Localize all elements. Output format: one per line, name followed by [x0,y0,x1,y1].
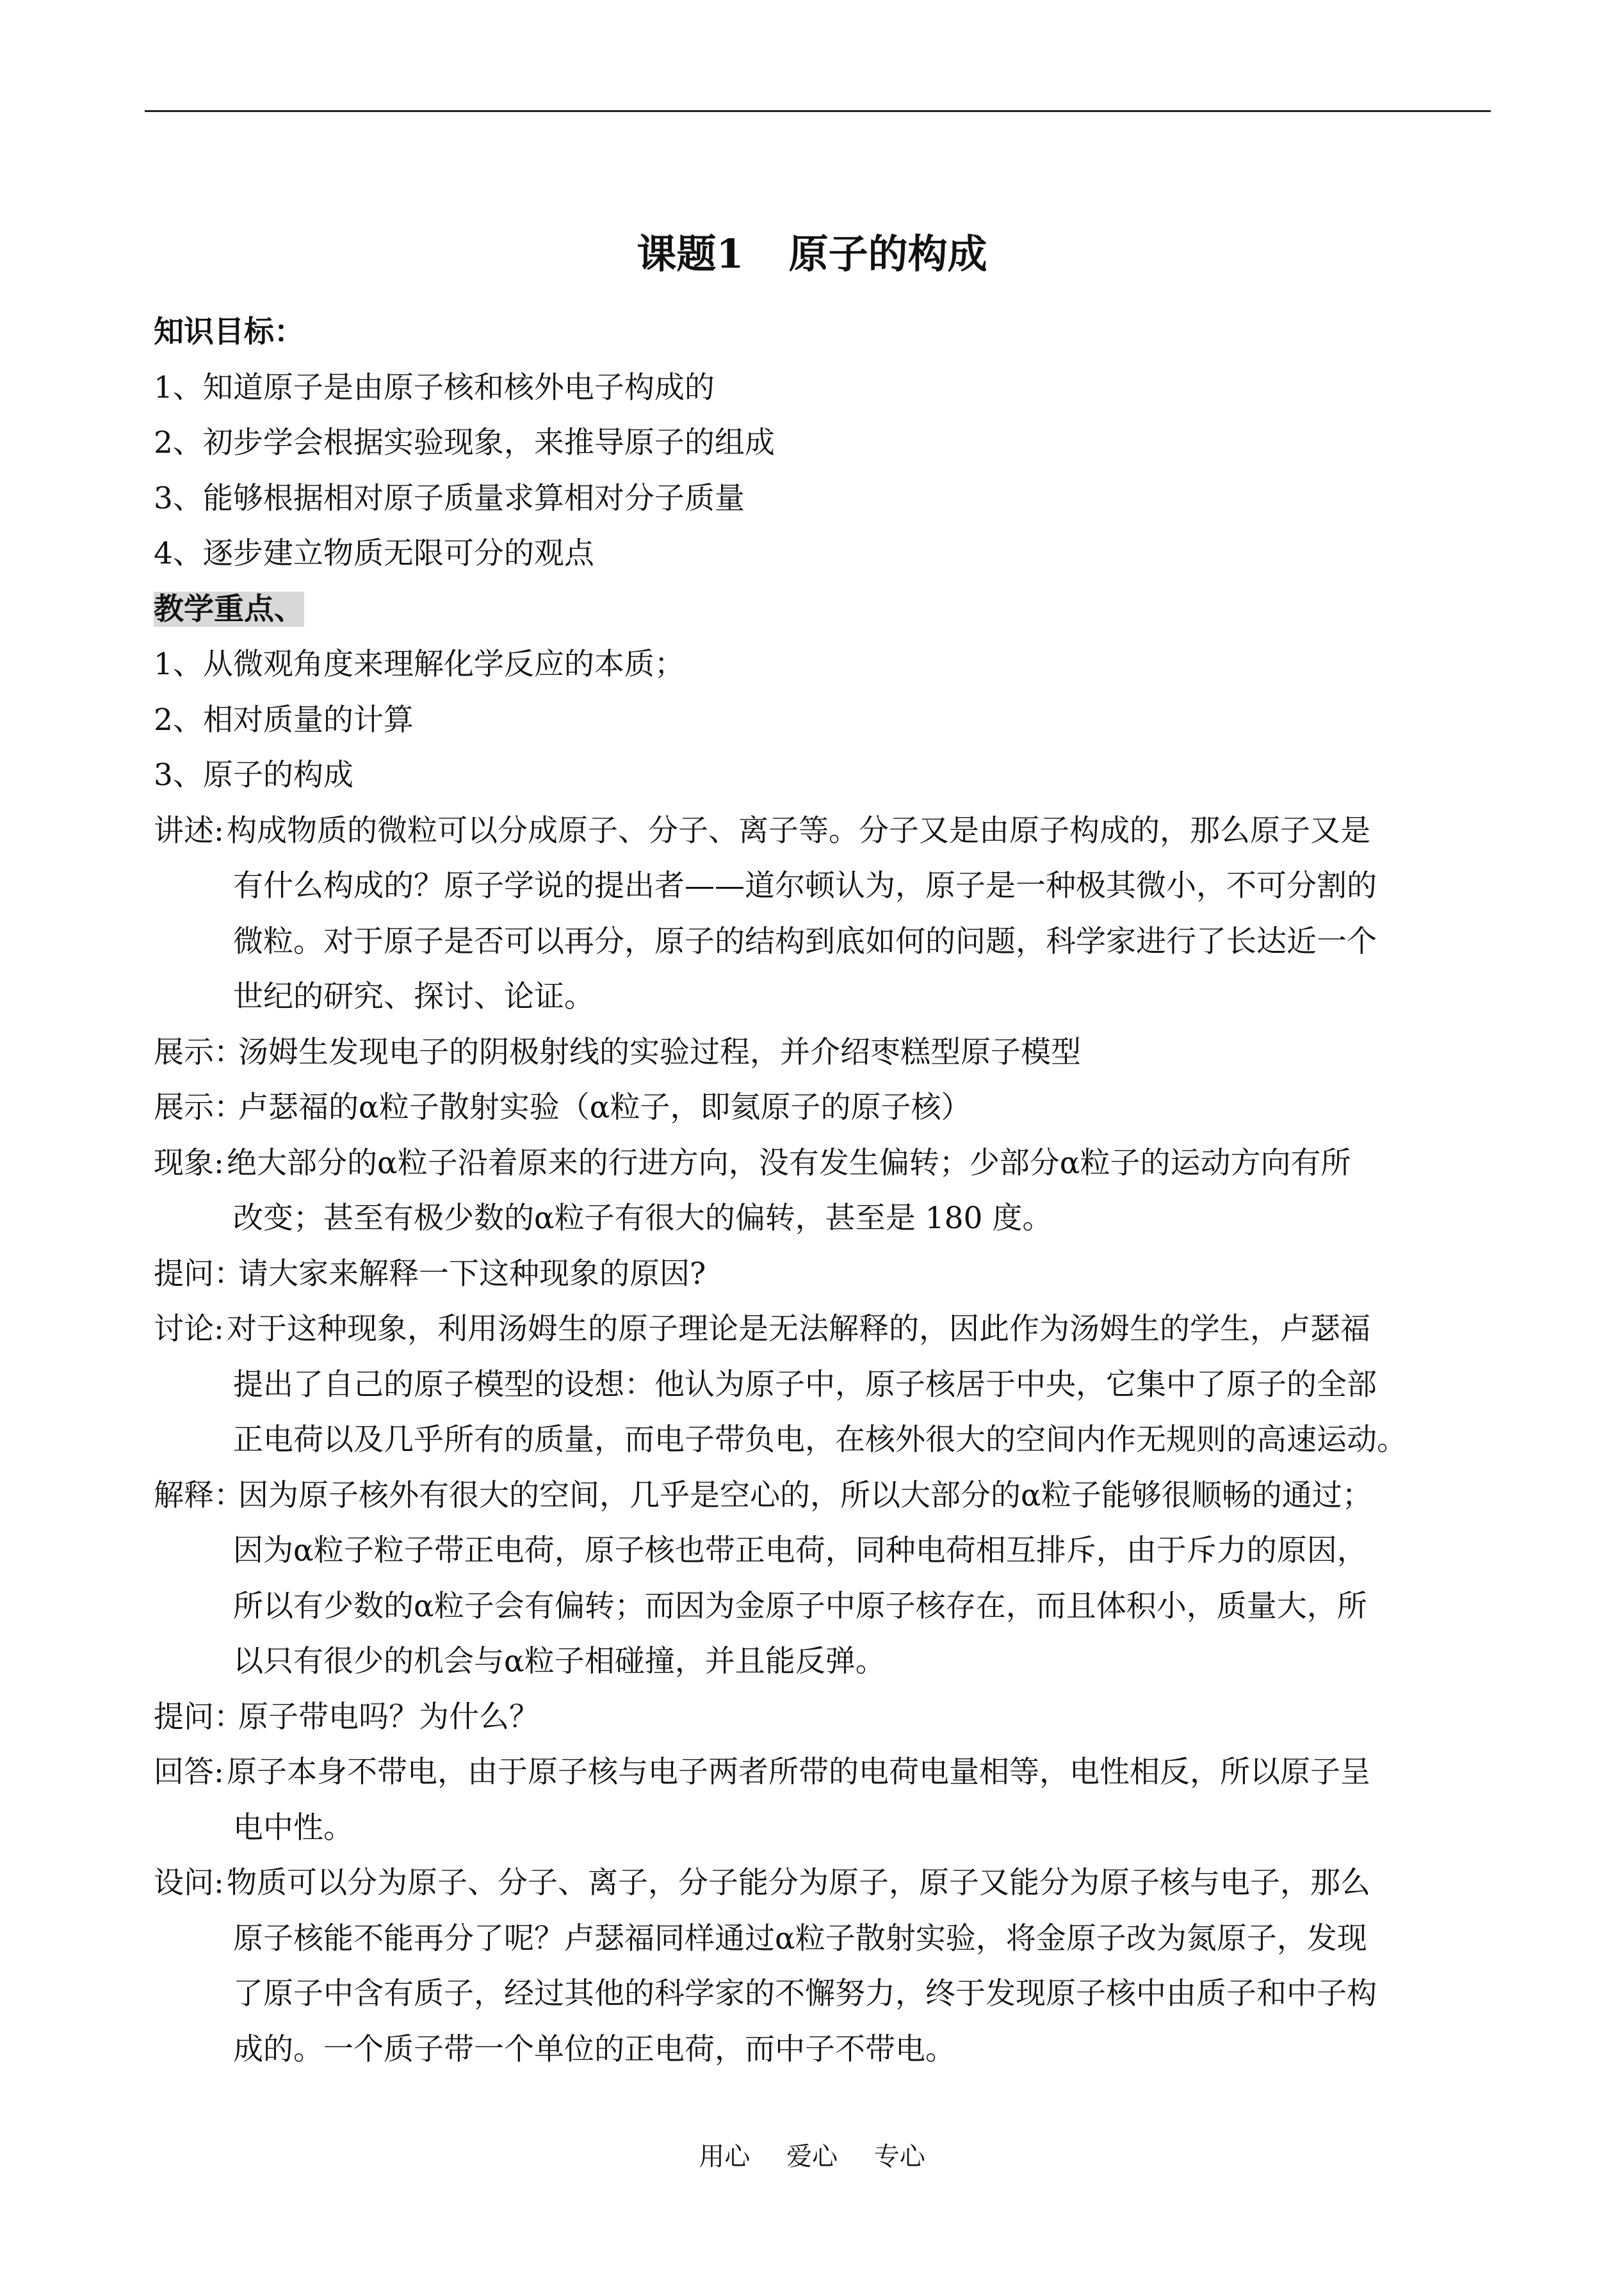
paragraph-label: 讲述: [154,813,224,848]
paragraph-label: 设问: [154,1865,224,1901]
lesson-paragraph [154,1856,1492,2077]
paragraph-line: 原子本身不带电，由于原子核与电子两者所带的电荷电量相等，电性相反，所以原子呈 [227,1755,1370,1790]
lesson-paragraphs [154,804,1492,2078]
footer-item: 爱心 [786,2142,838,2171]
page-title [0,225,1624,283]
paragraph-line: 原子带电吗？为什么？ [238,1699,539,1735]
objective-item: 2、初步学会根据实验现象，来推导原子的组成 [154,425,775,460]
paragraph-line: 成的。一个质子带一个单位的正电荷，而中子不带电。 [233,2031,955,2067]
paragraph-label: 展示： [154,1090,244,1125]
objective-item: 3、能够根据相对原子质量求算相对分子质量 [154,480,745,516]
paragraph-label: 提问： [154,1699,244,1735]
lesson-paragraph [154,1080,1492,1136]
paragraph-line: 改变；甚至有极少数的α粒子有很大的偏转，甚至是 180 度。 [233,1201,1053,1236]
paragraph-label: 回答: [154,1755,224,1790]
paragraph-line: 世纪的研究、探讨、论证。 [233,979,594,1014]
objective-item: 1、知道原子是由原子核和核外电子构成的 [154,369,715,405]
key-points-heading: 教学重点、 [154,591,304,627]
paragraph-line: 对于这种现象，利用汤姆生的原子理论是无法解释的，因此作为汤姆生的学生，卢瑟福 [227,1311,1370,1347]
paragraph-line: 了原子中含有质子，经过其他的科学家的不懈努力，终于发现原子核中由质子和中子构 [233,1976,1377,2011]
paragraph-line: 电中性。 [233,1810,353,1845]
paragraph-line: 构成物质的微粒可以分成原子、分子、离子等。分子又是由原子构成的，那么原子又是 [227,813,1370,848]
document-body [154,305,1492,2077]
paragraph-line: 原子核能不能再分了呢？卢瑟福同样通过α粒子散射实验，将金原子改为氮原子，发现 [233,1920,1367,1956]
paragraph-line: 以只有很少的机会与α粒子相碰撞，并且能反弹。 [233,1644,886,1679]
footer-item: 专心 [873,2142,925,2171]
paragraph-label: 讨论: [154,1311,224,1347]
lesson-name: 原子的构成 [788,231,987,277]
paragraph-label: 提问： [154,1256,244,1292]
key-point-item: 2、相对质量的计算 [154,702,414,738]
paragraph-line: 绝大部分的α粒子沿着原来的行进方向，没有发生偏转；少部分α粒子的运动方向有所 [227,1145,1351,1181]
objective-item: 4、逐步建立物质无限可分的观点 [154,536,594,571]
header-rule [145,110,1491,112]
lesson-paragraph [154,1136,1492,1247]
lesson-number: 课题1 [637,231,744,277]
footer-item: 用心 [699,2142,751,2171]
paragraph-line: 提出了自己的原子模型的设想：他认为原子中，原子核居于中央，它集中了原子的全部 [233,1366,1377,1402]
paragraph-label: 现象: [154,1145,224,1181]
lesson-paragraph [154,1745,1492,1856]
lesson-paragraph [154,1025,1492,1081]
lesson-paragraph [154,804,1492,1025]
paragraph-line: 所以有少数的α粒子会有偏转；而因为金原子中原子核存在，而且体积小，质量大，所 [233,1588,1367,1624]
paragraph-line: 微粒。对于原子是否可以再分，原子的结构到底如何的问题，科学家进行了长达近一个 [233,923,1377,959]
paragraph-line: 因为α粒子粒子带正电荷，原子核也带正电荷，同种电荷相互排斥，由于斥力的原因， [233,1533,1367,1568]
paragraph-label: 展示： [154,1034,244,1070]
paragraph-line: 正电荷以及几乎所有的质量，而电子带负电，在核外很大的空间内作无规则的高速运动。 [233,1422,1407,1457]
key-point-item: 1、从微观角度来理解化学反应的本质； [154,647,685,682]
lesson-paragraph [154,1690,1492,1746]
page-footer [0,2137,1624,2176]
lesson-paragraph [154,1468,1492,1690]
paragraph-line: 请大家来解释一下这种现象的原因? [238,1256,706,1292]
paragraph-line: 汤姆生发现电子的阴极射线的实验过程，并介绍枣糕型原子模型 [238,1034,1081,1070]
lesson-paragraph [154,1302,1492,1468]
lesson-paragraph [154,1247,1492,1302]
objectives-heading: 知识目标： [154,314,304,350]
paragraph-line: 因为原子核外有很大的空间，几乎是空心的，所以大部分的α粒子能够很顺畅的通过； [238,1477,1372,1513]
key-point-item: 3、原子的构成 [154,758,353,793]
paragraph-line: 卢瑟福的α粒子散射实验（α粒子，即氦原子的原子核） [238,1090,971,1125]
paragraph-label: 解释： [154,1477,244,1513]
paragraph-line: 有什么构成的？原子学说的提出者——道尔顿认为，原子是一种极其微小，不可分割的 [233,868,1377,904]
paragraph-line: 物质可以分为原子、分子、离子，分子能分为原子，原子又能分为原子核与电子，那么 [227,1865,1370,1901]
